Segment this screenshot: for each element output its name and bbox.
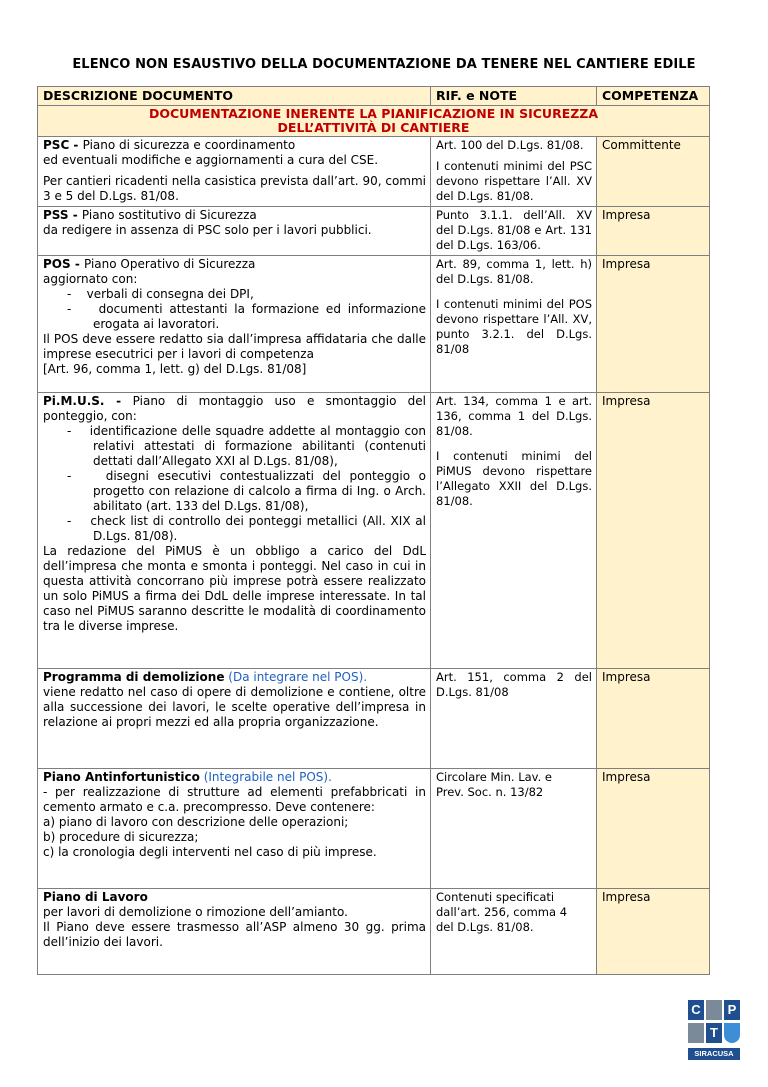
doc-line: aggiornato con: — [43, 272, 138, 286]
table-row — [38, 889, 710, 975]
table-row — [38, 256, 710, 393]
note-line: Art. 100 del D.Lgs. 81/08. — [436, 138, 584, 152]
row-notes: Contenuti specificati dall’art. 256, comma 4 del D.Lgs. 81/08. — [431, 889, 597, 975]
row-description — [38, 207, 431, 256]
section-title-line-2: DELL’ATTIVITÀ DI CANTIERE — [277, 120, 470, 135]
header-competence: COMPETENZA — [597, 87, 710, 106]
row-notes: Punto 3.1.1. dell’All. XV del D.Lgs. 81/08 e Art. 131 del D.Lgs. 163/06. — [431, 207, 597, 256]
note-line: I contenuti minimi del PSC devono rispettare l’All. XV del D.Lgs. 81/08. — [436, 159, 592, 203]
row-description — [38, 393, 431, 669]
doc-code: POS - — [43, 257, 84, 271]
doc-name: Piano sostitutivo di Sicurezza — [81, 208, 257, 222]
doc-line: c) la cronologia degli interventi nel caso di più imprese. — [43, 845, 377, 859]
note-line: I contenuti minimi del POS devono rispettare l’All. XV, punto 3.2.1. del D.Lgs. 81/08 — [436, 297, 592, 356]
row-competence: Impresa — [597, 669, 710, 769]
doc-tag: (Da integrare nel POS). — [224, 670, 368, 684]
doc-line: Per cantieri ricadenti nella casistica prevista dall’art. 90, commi 3 e 5 del D.Lgs. 81/08. — [43, 174, 426, 203]
row-competence: Impresa — [597, 207, 710, 256]
doc-name: Piano di sicurezza e coordinamento — [82, 138, 296, 152]
row-notes: Art. 151, comma 2 del D.Lgs. 81/08 — [431, 669, 597, 769]
note-line: Art. 89, comma 1, lett. h) del D.Lgs. 81/08. — [436, 257, 592, 286]
doc-line: [Art. 96, comma 1, lett. g) del D.Lgs. 81/08] — [43, 362, 307, 376]
doc-name: Piano Antinfortunistico — [43, 770, 200, 784]
bullet-item: - documenti attestanti la formazione ed informazione erogata ai lavoratori. — [67, 302, 426, 331]
logo-letter: P — [724, 1000, 740, 1020]
doc-code: PSC - — [43, 138, 83, 152]
doc-line: Il POS deve essere redatto sia dall’impresa affidataria che dalle imprese esecutrici per i lavori di competenza — [43, 332, 426, 361]
doc-tag: (Integrabile nel POS). — [199, 770, 332, 784]
documentation-table — [37, 86, 710, 975]
page-title: ELENCO NON ESAUSTIVO DELLA DOCUMENTAZIONE DA TENERE NEL CANTIERE EDILE — [72, 57, 696, 72]
logo-city: SIRACUSA — [688, 1048, 740, 1060]
cpt-siracusa-logo — [688, 1000, 740, 1068]
doc-name: Programma di demolizione — [43, 670, 225, 684]
doc-line: da redigere in assenza di PSC solo per i lavori pubblici. — [43, 223, 372, 237]
table-row — [38, 393, 710, 669]
row-notes — [431, 137, 597, 207]
header-notes: RIF. e NOTE — [431, 87, 597, 106]
table-row — [38, 137, 710, 207]
section-row — [38, 106, 710, 137]
note-line: I contenuti minimi del PiMUS devono rispettare l’Allegato XXII del D.Lgs. 81/08. — [436, 449, 592, 508]
doc-line: b) procedure di sicurezza; — [43, 830, 199, 844]
note-line: Art. 134, comma 1 e art. 136, comma 1 del D.Lgs. 81/08. — [436, 394, 592, 438]
row-competence: Impresa — [597, 769, 710, 889]
row-description — [38, 669, 431, 769]
header-row — [38, 87, 710, 106]
shield-icon — [724, 1023, 740, 1043]
doc-name: Piano di montaggio uso e smontaggio del ponteggio, con: — [43, 394, 426, 423]
doc-name: Piano di Lavoro — [43, 890, 148, 904]
bullet-item: - identificazione delle squadre addette al montaggio con relativi attestati di formazione abilitanti (contenuti dettati dall’Allegato XXI al D.Lgs. 81/08), — [67, 424, 426, 468]
doc-line: Il Piano deve essere trasmesso all’ASP almeno 30 gg. prima dell’inizio dei lavori. — [43, 920, 426, 949]
logo-block — [706, 1000, 722, 1020]
row-description — [38, 137, 431, 207]
logo-letter: C — [688, 1000, 704, 1020]
row-notes — [431, 256, 597, 393]
doc-line: - per realizzazione di strutture ad elementi prefabbricati in cemento armato e c.a. precompresso. Deve contenere: — [43, 785, 426, 814]
row-description — [38, 256, 431, 393]
logo-letter: T — [706, 1023, 722, 1043]
doc-code: Pi.M.U.S. - — [43, 394, 133, 408]
doc-line: per lavori di demolizione o rimozione dell’amianto. — [43, 905, 348, 919]
row-notes: Circolare Min. Lav. e Prev. Soc. n. 13/82 — [431, 769, 597, 889]
section-title-line-1: DOCUMENTAZIONE INERENTE LA PIANIFICAZIONE IN SICUREZZA — [148, 106, 599, 121]
doc-code: PSS - — [43, 208, 82, 222]
row-competence: Impresa — [597, 256, 710, 393]
doc-line: a) piano di lavoro con descrizione delle operazioni; — [43, 815, 349, 829]
row-competence: Impresa — [597, 889, 710, 975]
table-row — [38, 769, 710, 889]
table-row — [38, 669, 710, 769]
logo-block — [688, 1023, 704, 1043]
row-competence: Impresa — [597, 393, 710, 669]
row-description — [38, 889, 431, 975]
doc-name: Piano Operativo di Sicurezza — [83, 257, 256, 271]
doc-line: viene redatto nel caso di opere di demolizione e contiene, oltre alla successione dei lavori, le scelte operative dell’impresa in relazione ai propri mezzi ed alla propria organizzazione. — [43, 685, 426, 729]
row-competence: Committente — [597, 137, 710, 207]
doc-line: ed eventuali modifiche e aggiornamenti a cura del CSE. — [43, 153, 379, 167]
row-notes — [431, 393, 597, 669]
doc-line: La redazione del PiMUS è un obbligo a carico del DdL dell’impresa che monta e smonta i ponteggi. Nel caso in cui in questa attività concorrano più imprese potrà essere realizzato un solo PiMUS a firma dei DdL delle imprese interessate. In tal caso nel PiMUS saranno descritte le modalità di coordinamento tra le diverse imprese. — [43, 544, 426, 633]
row-description — [38, 769, 431, 889]
bullet-item: - verbali di consegna dei DPI, — [67, 287, 254, 301]
table-row — [38, 207, 710, 256]
bullet-item: - check list di controllo dei ponteggi metallici (All. XIX al D.Lgs. 81/08). — [67, 514, 426, 543]
bullet-item: - disegni esecutivi contestualizzati del ponteggio o progetto con relazione di calcolo a firma di Ing. o Arch. abilitato (art. 133 del D.Lgs. 81/08), — [67, 469, 426, 513]
header-description: DESCRIZIONE DOCUMENTO — [38, 87, 431, 106]
